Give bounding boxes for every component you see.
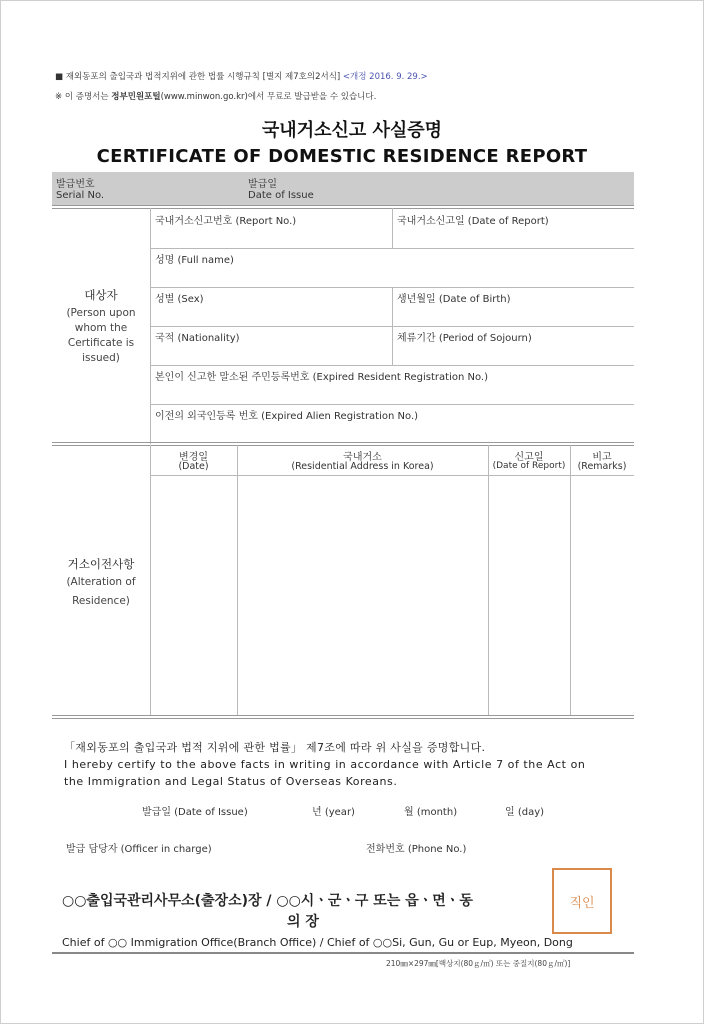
report-date-field: 국내거소신고일 (Date of Report) <box>397 216 549 227</box>
portal-name: 정부민원포털 <box>111 92 161 102</box>
chief-ko-2: 의 장 <box>287 914 319 930</box>
expired-resident-field: 본인이 신고한 말소된 주민등록번호 (Expired Resident Registration No.) <box>155 372 489 383</box>
hline-2 <box>150 287 634 288</box>
serial-bar <box>52 172 634 205</box>
officer-label: 발급 담당자 (Officer in charge) <box>66 844 212 855</box>
paper-spec: 210㎜×297㎜[백상지(80ｇ/㎡) 또는 중질지(80ｇ/㎡)] <box>386 959 571 968</box>
seal-box <box>552 868 612 934</box>
divider <box>52 205 634 209</box>
certify-en-1: I hereby certify to the above facts in writing in accordance with Article 7 of the Act on <box>64 758 586 771</box>
chief-en: Chief of ○○ Immigration Office(Branch Office) / Chief of ○○Si, Gun, Gu or Eup, Myeon, Dong <box>62 936 573 949</box>
serial-label-en: Serial No. <box>56 190 105 201</box>
col-report-en: (Date of Report) <box>492 461 566 471</box>
revision-date: <개정 2016. 9. 29.> <box>342 72 428 82</box>
col-remarks-en: (Remarks) <box>577 461 627 472</box>
issue-year: 년 (year) <box>312 807 355 818</box>
col-report-ko: 신고일 <box>514 452 544 463</box>
issue-date-label: 발급일 (Date of Issue) <box>142 807 248 818</box>
hline-3 <box>150 326 634 327</box>
col-date-en: (Date) <box>178 461 209 472</box>
issue-label-ko: 발급일 <box>248 179 277 190</box>
issue-month: 월 (month) <box>404 807 458 818</box>
dob-field: 생년월일 (Date of Birth) <box>397 294 511 305</box>
report-no-field: 국내거소신고번호 (Report No.) <box>155 216 297 227</box>
regulation-text: 재외동포의 출입국과 법적지위에 관한 법률 시행규칙 [별지 제7호의2서식] <box>65 72 341 82</box>
subject-label-en-3: Certificate is <box>67 337 135 349</box>
portal-note <box>55 90 376 102</box>
regulation-line <box>55 70 428 82</box>
col-remarks-ko: 비고 <box>592 452 612 463</box>
alter-vline-0 <box>150 445 151 715</box>
subject-label-en-2: whom the <box>74 322 128 334</box>
alter-vline-1 <box>237 445 238 715</box>
seal-text: 직인 <box>569 895 595 911</box>
certify-en-2: the Immigration and Legal Status of Overseas Koreans. <box>64 775 398 788</box>
sojourn-field: 체류기간 (Period of Sojourn) <box>397 333 532 344</box>
alter-vline-3 <box>570 445 571 715</box>
hline-1 <box>150 248 634 249</box>
note-prefix: ※ 이 증명서는 <box>55 92 112 102</box>
subject-label-en-1: (Person upon <box>66 307 136 319</box>
footer-line <box>52 952 634 954</box>
chief-ko-1: ○○출입국관리사무소(출장소)장 / ○○시ㆍ군ㆍ구 또는 읍ㆍ면ㆍ동 <box>62 893 473 909</box>
subject-label-ko: 대상자 <box>84 288 118 302</box>
alter-vline-2 <box>488 445 489 715</box>
col-addr-en: (Residential Address in Korea) <box>291 461 434 472</box>
alter-header-line <box>150 475 634 476</box>
expired-alien-field: 이전의 외국인등록 번호 (Expired Alien Registration No.) <box>155 411 419 422</box>
full-name-field: 성명 (Full name) <box>155 255 234 266</box>
sex-field: 성별 (Sex) <box>155 294 204 305</box>
bullet-icon: ■ <box>55 72 64 82</box>
issue-label-en: Date of Issue <box>248 190 314 201</box>
serial-label-ko: 발급번호 <box>56 179 95 190</box>
divider <box>52 442 634 446</box>
alteration-label-en-2: Residence) <box>72 595 130 607</box>
col-date-ko: 변경일 <box>179 452 208 463</box>
hline-5 <box>150 404 634 405</box>
hline-4 <box>150 365 634 366</box>
alteration-label-ko: 거소이전사항 <box>67 557 135 571</box>
col-addr-ko: 국내거소 <box>343 452 382 463</box>
note-rest: (www.minwon.go.kr)에서 무료로 발급받을 수 있습니다. <box>160 92 377 102</box>
title-en: CERTIFICATE OF DOMESTIC RESIDENCE REPORT <box>96 146 588 167</box>
phone-label: 전화번호 (Phone No.) <box>366 844 467 855</box>
certify-ko: 「재외동포의 출입국과 법적 지위에 관한 법률」 제7조에 따라 위 사실을 증명합니다. <box>64 741 486 754</box>
title-ko: 국내거소신고 사실증명 <box>261 120 443 141</box>
issue-day: 일 (day) <box>505 807 545 818</box>
divider <box>52 715 634 719</box>
vline-1 <box>392 208 393 248</box>
alteration-label-en-1: (Alteration of <box>66 576 136 588</box>
subject-label-en-4: issued) <box>82 352 120 364</box>
nationality-field: 국적 (Nationality) <box>155 333 240 344</box>
